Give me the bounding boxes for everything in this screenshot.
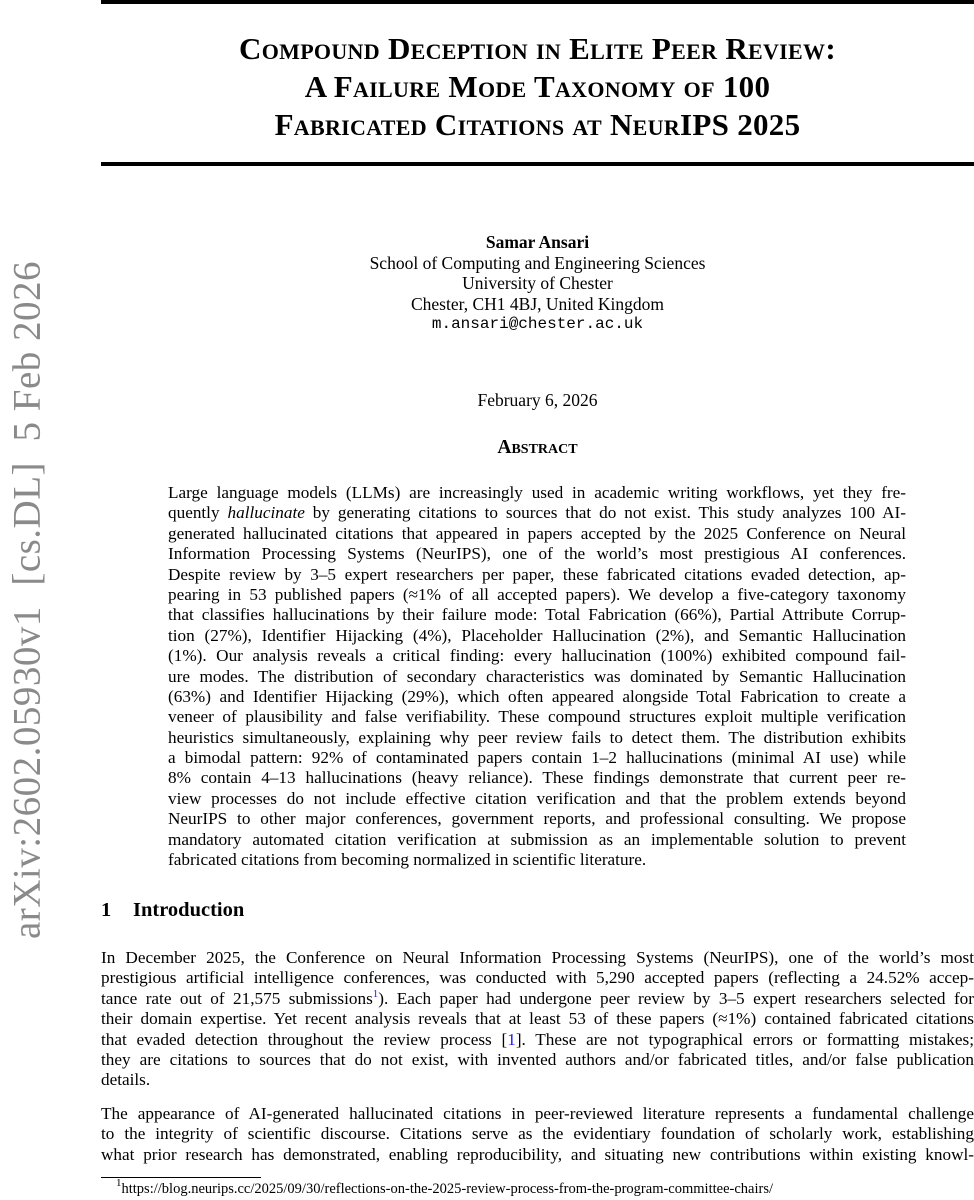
- body-line: prestigious artificial intelligence conferences, was conducted with 5,290 accepted papers (reflecting a 24.52% accep-: [101, 968, 974, 988]
- title-top-rule: [101, 0, 974, 4]
- abstract-line: Despite review by 3–5 expert researchers per paper, these fabricated citations evaded detection, ap-: [168, 564, 906, 584]
- affiliation-line: Chester, CH1 4BJ, United Kingdom: [410, 293, 665, 314]
- abstract-text: quently: [168, 503, 228, 523]
- abstract-line: tion (27%), Identifier Hijacking (4%), Placeholder Hallucination (2%), and Semantic Hallucination: [168, 625, 906, 645]
- section-heading-introduction: [101, 899, 244, 922]
- body-text: ]. These are not typographical errors or formatting mistakes;: [515, 1029, 974, 1049]
- author-email[interactable]: m.ansari@chester.ac.uk: [431, 315, 644, 333]
- arxiv-identifier-stamp: arXiv:2602.05930v1 [cs.DL] 5 Feb 2026: [5, 260, 49, 940]
- footnote: [116, 1177, 773, 1198]
- body-text: that evaded detection throughout the review process [: [101, 1029, 508, 1049]
- body-line: details.: [101, 1070, 151, 1090]
- abstract-line: fabricated citations from becoming normalized in scientific literature.: [168, 850, 647, 870]
- abstract-text: by generating citations to sources that do not exist. This study analyzes 100 AI-: [304, 503, 907, 523]
- footnote-rule: [101, 1177, 261, 1178]
- intro-paragraph-1: [101, 948, 974, 1091]
- paper-title: [101, 30, 974, 144]
- abstract-line: view processes do not include effective citation verification and that the problem extends beyond: [168, 788, 906, 808]
- abstract-line: (63%) and Identifier Hijacking (29%), which often appeared alongside Total Fabrication to create a: [168, 686, 906, 706]
- body-line: [101, 1030, 974, 1050]
- abstract-heading: Abstract: [497, 437, 578, 458]
- intro-paragraph-2: [101, 1104, 974, 1165]
- body-line: The appearance of AI-generated hallucinated citations in peer-reviewed literature represents a fundamental challenge: [101, 1104, 974, 1123]
- abstract-line: mandatory automated citation verification at submission as an implementable solution to prevent: [168, 829, 906, 849]
- body-text: ). Each paper had undergone peer review by 3–5 expert researchers selected for: [378, 988, 974, 1008]
- footnote-mark: 1: [116, 1177, 122, 1189]
- body-line: they are citations to sources that do not exist, with invented authors and/or fabricated titles, and/or false publication: [101, 1049, 974, 1069]
- title-line: Compound Deception in Elite Peer Review:: [239, 31, 836, 66]
- abstract-line: Large language models (LLMs) are increasingly used in academic writing workflows, yet they fre-: [168, 483, 906, 502]
- emphasis-hallucinate: hallucinate: [227, 503, 305, 523]
- paper-date: February 6, 2026: [477, 390, 598, 410]
- abstract-line: (1%). Our analysis reveals a critical finding: every hallucination (100%) exhibited compound fail-: [168, 646, 906, 666]
- abstract-line: that classifies hallucinations by their failure mode: Total Fabrication (66%), Partial Attribute Corrup-: [168, 605, 906, 625]
- title-line: Fabricated Citations at NeurIPS 2025: [274, 107, 801, 142]
- affiliation-line: School of Computing and Engineering Sciences: [369, 252, 706, 273]
- abstract-line: a bimodal pattern: 92% of contaminated papers contain 1–2 hallucinations (minimal AI use) while: [168, 748, 906, 768]
- body-text: tance rate out of 21,575 submissions: [101, 988, 373, 1008]
- title-line: A Failure Mode Taxonomy of 100: [304, 69, 771, 104]
- citation-link[interactable]: 1: [507, 1029, 516, 1049]
- author-name: Samar Ansari: [485, 232, 590, 252]
- body-line: In December 2025, the Conference on Neural Information Processing Systems (NeurIPS), one of the world’s most: [101, 948, 974, 967]
- abstract-line: [168, 503, 906, 523]
- abstract-line: Information Processing Systems (NeurIPS), one of the world’s most prestigious AI conferences.: [168, 544, 906, 564]
- abstract-line: veneer of plausibility and false verifiability. These compound structures exploit multiple verification: [168, 707, 906, 727]
- abstract-line: ure modes. The distribution of secondary characteristics was dominated by Semantic Hallucination: [168, 666, 906, 686]
- abstract-line: NeurIPS to other major conferences, government reports, and professional consulting. We propose: [168, 809, 906, 829]
- section-title: Introduction: [133, 899, 245, 921]
- abstract-body: [168, 483, 906, 870]
- section-number: 1: [101, 899, 112, 921]
- affiliation-line: University of Chester: [462, 273, 613, 293]
- footnote-url-link[interactable]: https://blog.neurips.cc/2025/09/30/reflections-on-the-2025-review-process-from-the-program-committee-chairs/: [121, 1181, 773, 1197]
- abstract-line: heuristics simultaneously, explaining why peer review fails to detect them. The distribution exhibits: [168, 727, 906, 747]
- body-line: their domain expertise. Yet recent analysis reveals that at least 53 of these papers (≈1%) contained fabricated citations: [101, 1009, 974, 1029]
- author-block: [101, 232, 974, 335]
- body-line: [101, 989, 974, 1009]
- abstract-line: pearing in 53 published papers (≈1% of all accepted papers). We develop a five-category taxonomy: [168, 584, 906, 604]
- body-line: to the integrity of scientific discourse. Citations serve as the evidentiary foundation of scholarly work, establishing: [101, 1124, 974, 1144]
- abstract-line: 8% contain 4–13 hallucinations (heavy reliance). These findings demonstrate that current peer re-: [168, 768, 906, 788]
- body-line: what prior research has demonstrated, enabling reproducibility, and situating new contributions within existing knowl-: [101, 1144, 974, 1164]
- abstract-line: generated hallucinated citations that appeared in papers accepted by the 2025 Conference on Neural: [168, 523, 906, 543]
- footnote-marker-link[interactable]: 1: [372, 987, 379, 1000]
- title-bottom-rule: [101, 162, 974, 166]
